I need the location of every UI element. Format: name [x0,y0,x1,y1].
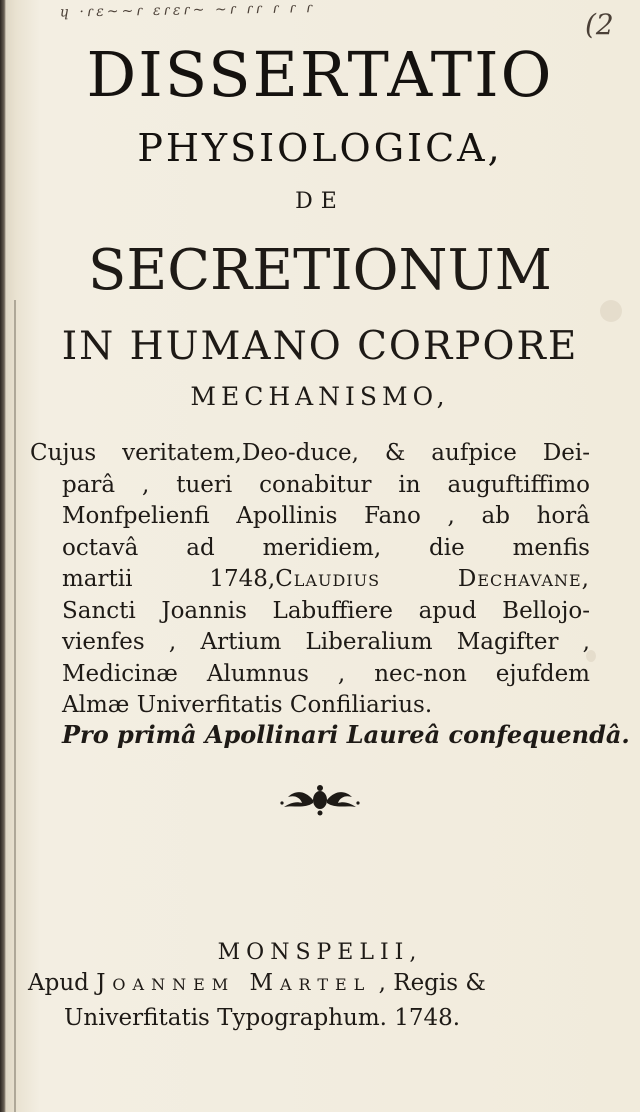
title-dissertatio: DISSERTATIO [86,38,554,111]
title-physiologica: PHYSIOLOGICA, [137,126,503,170]
motto: Pro primâ Apollinari Laureâ confequendâ. [62,720,630,749]
body-line: vienfes , Artium Liberalium Magifter , [62,629,590,655]
imprint-printer-line [28,970,486,996]
printers-ornament-icon [280,783,360,817]
body-line: parâ , tueri conabitur in auguftiffimo [62,471,590,498]
imprint-regis: , Regis & [378,970,486,996]
body-line: Medicinæ Alumnus , nec-non ejufdem [62,660,590,687]
body-date: martii 1748, [62,566,276,592]
title-mechanismo: MECHANISMO, [190,382,450,411]
corner-mark: (2 [585,8,614,41]
title-secretionum: SECRETIONUM [87,238,553,303]
body-line: Monfpelienfi Apollinis Fano , ab horâ [62,503,590,529]
handwritten-note: ɥ ·ɾɛ~~ɾ ɛɾɛɾ~ ~ɾ ɾɾ ɾ ɾ ɾ [59,0,316,21]
imprint-apud: Apud [28,970,89,996]
body-line: Cujus veritatem,Deo-duce, & aufpice Dei- [30,440,590,466]
body-line: Almæ Univerfitatis Confiliarius. [62,692,433,718]
body-line: Sancti Joannis Labuffiere apud Bellojo- [62,597,590,624]
paper-stain [600,300,622,322]
binding-shadow [14,300,16,1112]
body-line [30,564,590,596]
title-de: DE [295,189,345,214]
imprint-date-line: Univerfitatis Typographum. 1748. [64,1005,461,1031]
body-line: octavâ ad meridiem, die menfis [62,534,590,561]
imprint-city: MONSPELII, [217,940,423,965]
author-name: Claudius Dechavane, [275,566,590,592]
printer-name: Joannem Martel [96,970,372,996]
thesis-description [30,438,590,722]
title-in-humano-corpore: IN HUMANO CORPORE [61,324,579,369]
